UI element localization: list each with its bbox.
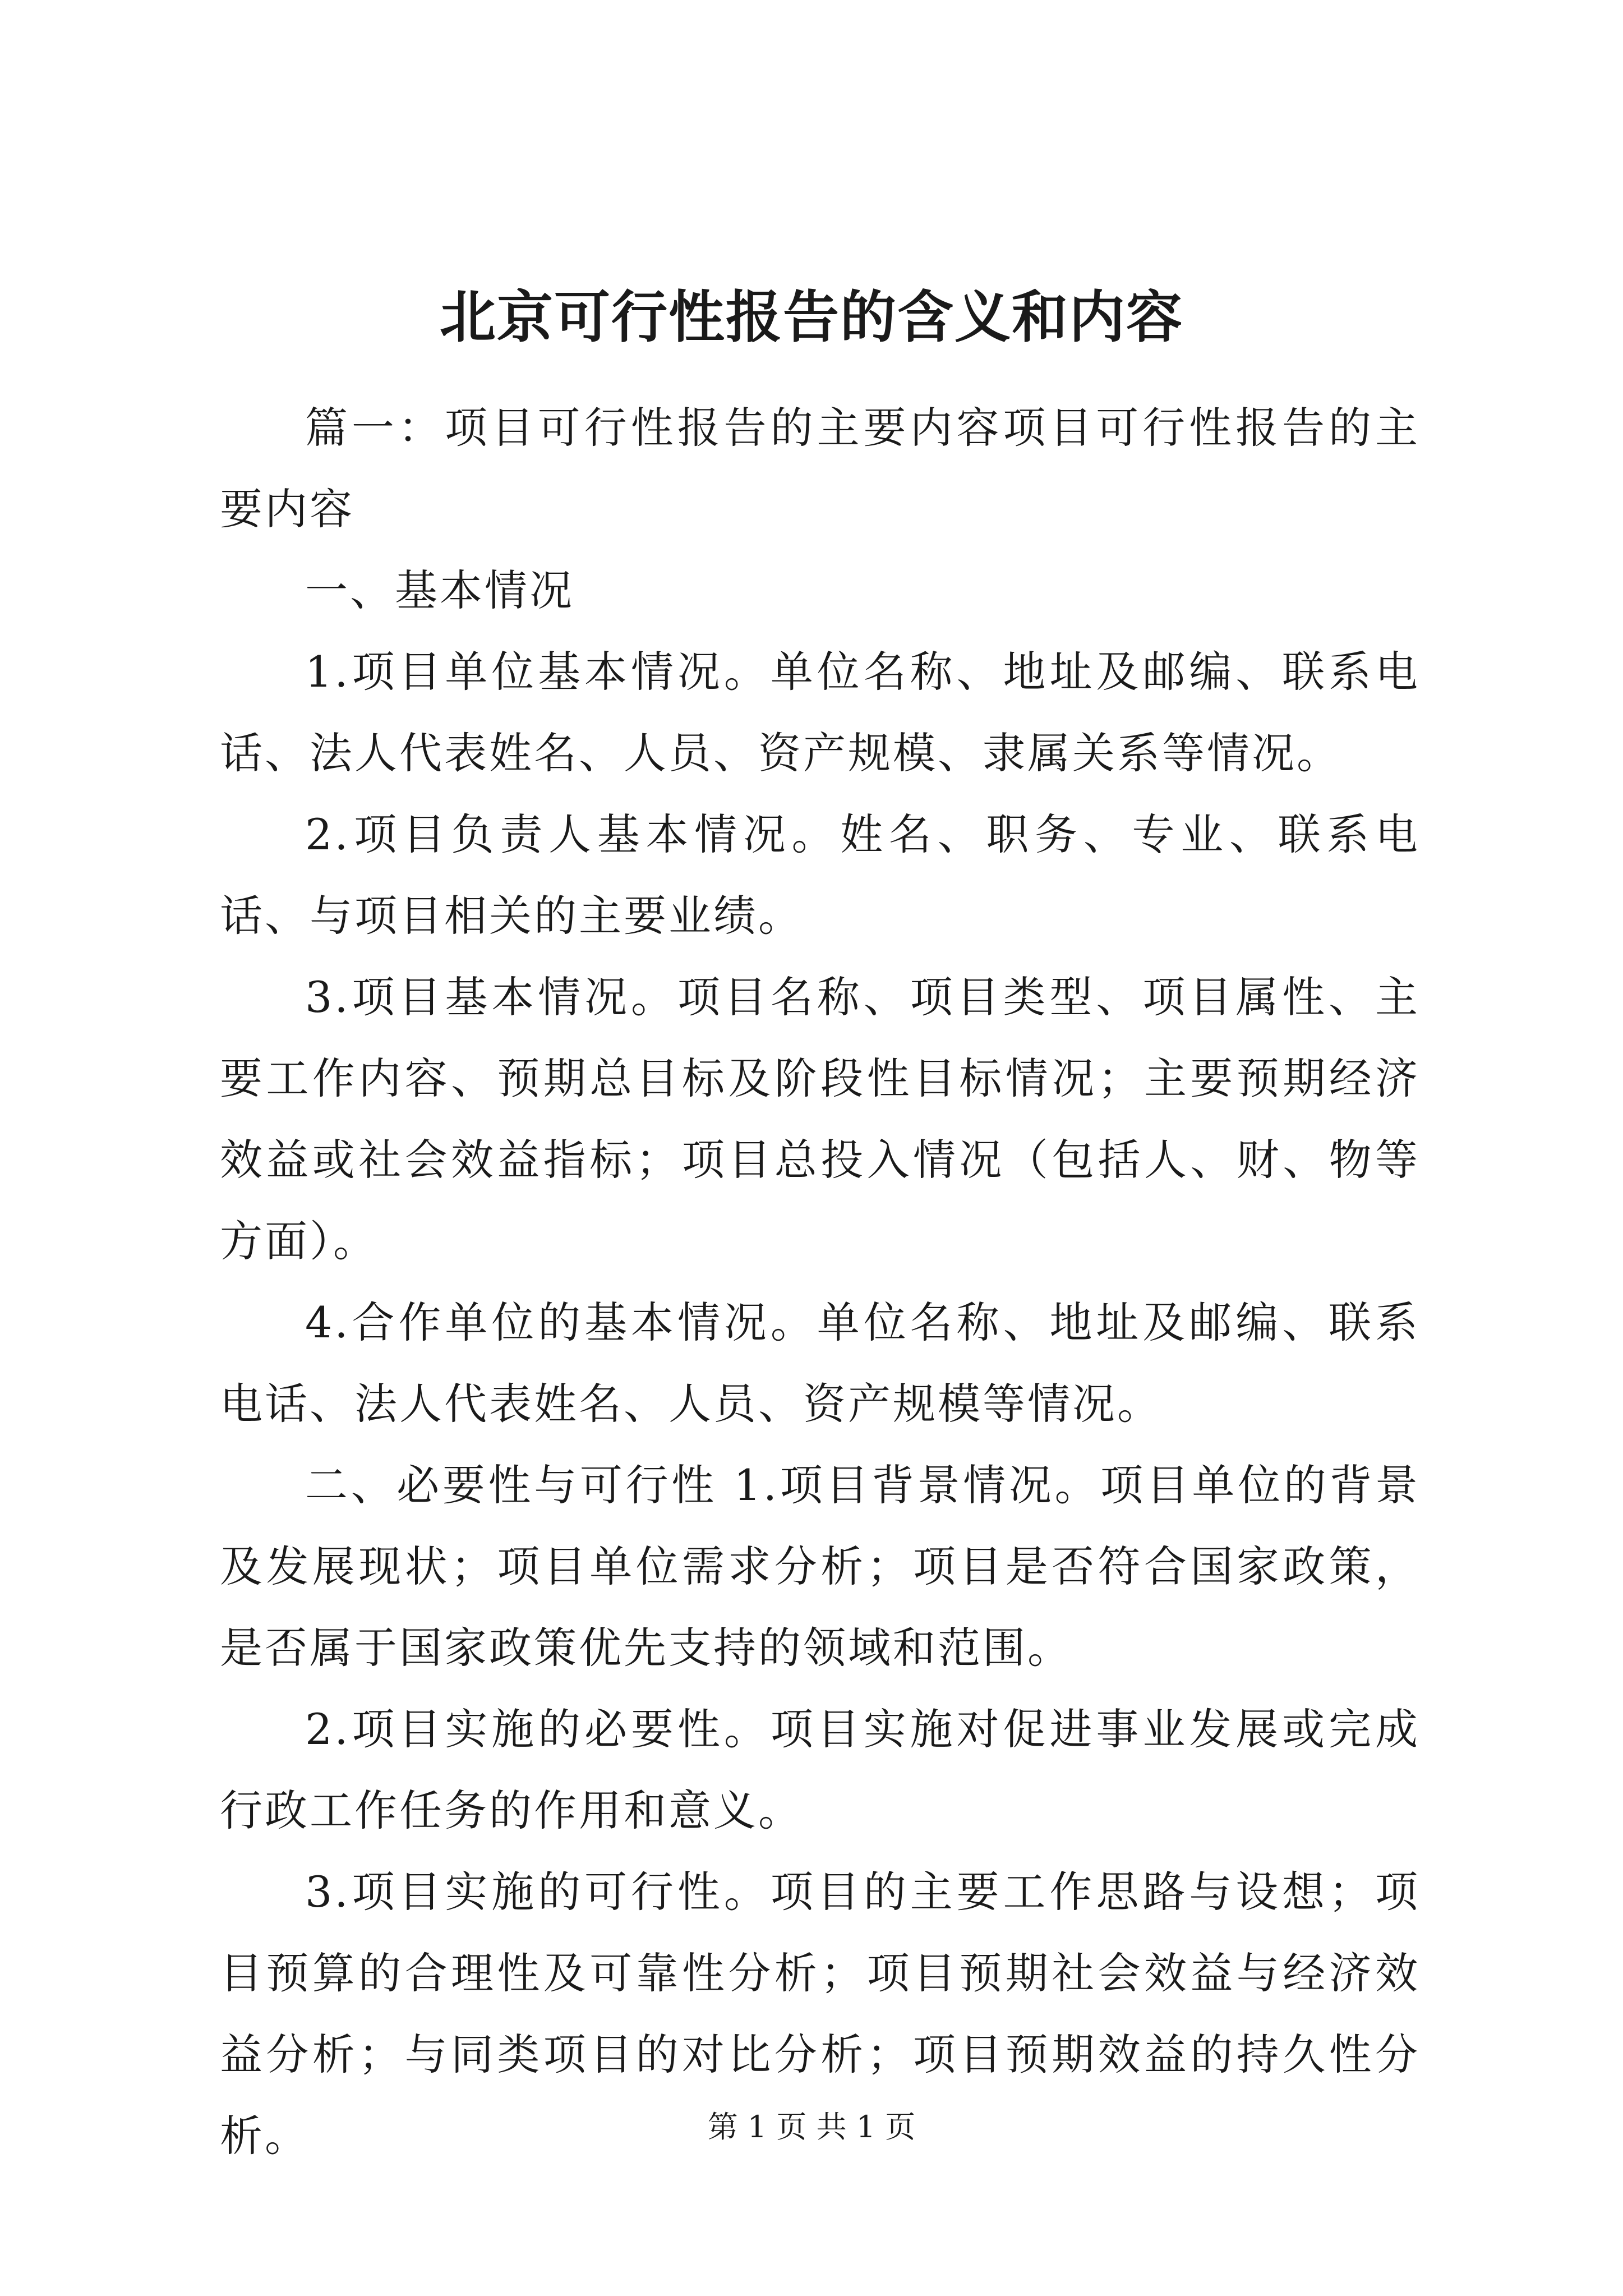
paragraph-intro: 篇一：项目可行性报告的主要内容项目可行性报告的主要内容 xyxy=(220,403,1420,534)
paragraph-item-1: 1.项目单位基本情况。单位名称、地址及邮编、联系电话、法人代表姓名、人员、资产规模、隶属关系等情况。 xyxy=(220,647,1420,778)
section-heading-basic-info: 一、基本情况 xyxy=(305,565,574,615)
paragraph-item-2: 2.项目负责人基本情况。姓名、职务、专业、联系电话、与项目相关的主要业绩。 xyxy=(220,809,1420,941)
paragraph-item-4: 4.合作单位的基本情况。单位名称、地址及邮编、联系电话、法人代表姓名、人员、资产规模等情况。 xyxy=(220,1297,1420,1429)
paragraph-section-2: 二、必要性与可行性 1.项目背景情况。项目单位的背景及发展现状；项目单位需求分析；项目是否符合国家政策，是否属于国家政策优先支持的领域和范围。 xyxy=(220,1460,1420,1673)
paragraph-item-3: 3.项目基本情况。项目名称、项目类型、项目属性、主要工作内容、预期总目标及阶段性目标情况；主要预期经济效益或社会效益指标；项目总投入情况（包括人、财、物等方面）。 xyxy=(220,972,1420,1266)
document-body xyxy=(220,387,1420,2177)
paragraph-section-2-item-3: 3.项目实施的可行性。项目的主要工作思路与设想；项目预算的合理性及可靠性分析；项目预期社会效益与经济效益分析；与同类项目的对比分析；项目预期效益的持久性分析。 xyxy=(220,1867,1420,2161)
document-title: 北京可行性报告的含义和内容 xyxy=(440,284,1183,350)
page-footer: 第 1 页 共 1 页 xyxy=(707,2109,916,2145)
paragraph-section-2-item-2: 2.项目实施的必要性。项目实施对促进事业发展或完成行政工作任务的作用和意义。 xyxy=(220,1704,1420,1835)
